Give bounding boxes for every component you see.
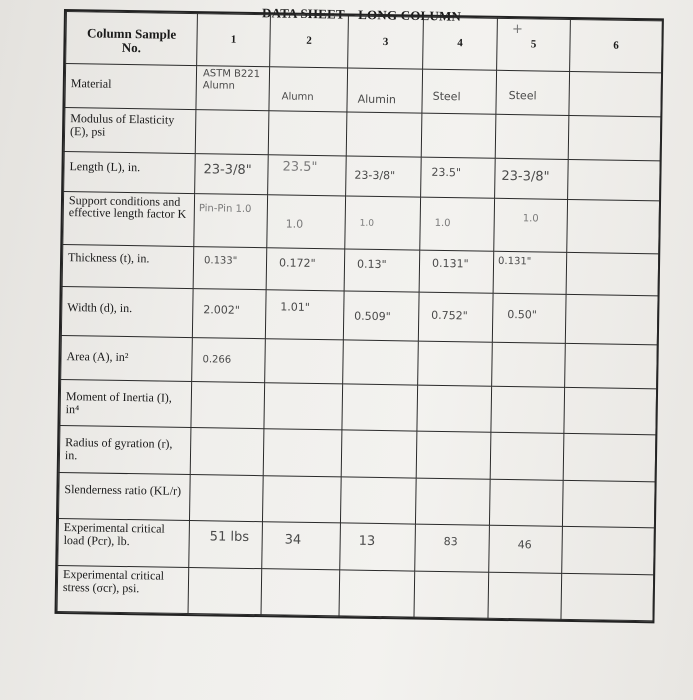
table-cell: [415, 478, 490, 526]
table-cell: [268, 111, 347, 157]
col-header-6: 6: [570, 19, 663, 72]
table-cell: [191, 382, 265, 430]
table-cell: [345, 196, 421, 250]
table-cell: [492, 293, 566, 343]
table-cell: [346, 156, 422, 197]
table-cell: [496, 70, 570, 115]
table-cell: [489, 479, 563, 527]
table-cell: [267, 195, 346, 249]
row-label: Width (d), in.: [61, 287, 193, 338]
handwritten-value: ASTM B221 Alumn: [202, 67, 261, 92]
table-cell: [339, 569, 415, 617]
row-label: Thickness (t), in.: [62, 245, 194, 289]
table-cell: [562, 527, 655, 575]
table-cell: [422, 69, 497, 114]
handwritten-value: 1.0: [285, 217, 304, 232]
handwritten-value: 23-3/8": [203, 162, 252, 179]
handwritten-value: 13: [358, 533, 376, 550]
table-cell: [268, 155, 347, 196]
table-cell: [420, 197, 495, 251]
sheet-title: DATA SHEET – LONG COLUMN: [261, 5, 462, 24]
table-cell: [265, 290, 344, 340]
handwritten-value: 0.50": [507, 308, 537, 322]
table-cell: [190, 428, 264, 476]
handwritten-value: Alumin: [357, 92, 397, 106]
table-cell: [266, 248, 345, 291]
table-cell: [415, 524, 490, 572]
handwritten-value: Steel: [508, 88, 537, 103]
table-cell: [489, 525, 563, 573]
table-cell: [195, 154, 269, 195]
handwritten-value: 23.5": [431, 166, 462, 180]
table-cell: [493, 251, 567, 294]
handwritten-value: 0.266: [202, 353, 232, 366]
handwritten-value: Steel: [432, 89, 461, 103]
corner-mark: +: [512, 22, 523, 37]
row-label: Moment of Inertia (I), in⁴: [60, 379, 192, 427]
col-header-2: 2: [270, 15, 349, 68]
table-cell: [192, 337, 266, 382]
table-cell: [495, 114, 569, 159]
table-cell: [340, 523, 416, 571]
table-cell: [414, 571, 489, 619]
col-header-5: 5: [497, 18, 571, 71]
handwritten-value: 0.131": [431, 256, 469, 271]
table-cell: [340, 477, 416, 525]
header-row: [66, 12, 663, 73]
table-cell: [567, 200, 660, 254]
row-label: Experimental critical load (Pcr), lb.: [58, 519, 190, 567]
handwritten-value: 1.01": [280, 300, 311, 315]
table-cell: [269, 66, 348, 112]
handwritten-value: 23.5": [282, 159, 318, 176]
table-cell: [494, 199, 568, 253]
table-cell: [344, 249, 420, 292]
row-label: Experimental critical stress (σcr), psi.: [57, 565, 189, 614]
handwritten-value: 0.752": [431, 308, 468, 323]
handwritten-value: 1.0: [434, 218, 451, 230]
table-row-critical-stress: [57, 565, 654, 621]
col-header-3: 3: [348, 16, 424, 69]
table-cell: [421, 157, 496, 198]
header-label: Column Sample No.: [86, 25, 177, 56]
table-cell: [342, 384, 418, 432]
table-cell: [194, 194, 268, 248]
table-cell: [417, 385, 492, 433]
handwritten-value: 1.0: [522, 213, 539, 225]
table-cell: [561, 573, 654, 621]
table-cell: [347, 68, 423, 113]
handwritten-value: Alumn: [281, 91, 314, 103]
table-cell: [265, 338, 344, 384]
table-cell: [490, 433, 564, 481]
table-cell: [189, 474, 263, 522]
table-cell: [192, 289, 266, 339]
handwritten-value: 23-3/8": [354, 168, 396, 183]
table-cell: [569, 71, 662, 117]
handwritten-value: 23-3/8": [501, 169, 550, 185]
col-header-4: 4: [423, 17, 498, 70]
row-label: Support conditions and effective length factor K: [63, 192, 195, 247]
table-cell: [261, 568, 340, 616]
handwritten-value: 51 lbs: [209, 529, 250, 546]
table-cell: [491, 386, 565, 434]
row-label: Area (A), in²: [61, 335, 193, 381]
table-cell: [568, 160, 661, 202]
table-cell: [418, 292, 493, 342]
table-cell: [341, 430, 417, 478]
handwritten-value: 2.002": [203, 303, 240, 317]
table-cell: [262, 475, 341, 523]
table-cell: [343, 340, 419, 385]
table-cell: [419, 250, 494, 293]
table-cell: [193, 247, 267, 290]
table-cell: [565, 295, 658, 345]
handwritten-value: 34: [284, 532, 302, 548]
row-label: Slenderness ratio (KL/r): [58, 472, 190, 520]
data-table: [54, 9, 663, 623]
header-label-cell: [66, 12, 198, 66]
table-cell: [416, 431, 491, 479]
handwritten-value: 0.509": [354, 309, 391, 324]
handwritten-value: 0.172": [278, 256, 316, 270]
table-cell: [565, 343, 658, 389]
row-label: Radius of gyration (r), in.: [59, 426, 191, 474]
table-row-support: [63, 192, 660, 254]
handwritten-value: 46: [517, 538, 532, 552]
table-cell: [563, 434, 656, 482]
col-header-1: 1: [197, 14, 271, 67]
table-cell: [566, 252, 659, 296]
table-cell: [495, 159, 569, 200]
row-label: Modulus of Elasticity (E), psi: [64, 107, 196, 153]
table-cell: [188, 567, 262, 615]
table-cell: [262, 522, 341, 570]
table-cell: [195, 110, 269, 155]
handwritten-value: Pin-Pin 1.0: [198, 203, 252, 216]
table-cell: [564, 387, 657, 435]
table-cell: [492, 342, 566, 387]
row-label: Length (L), in.: [64, 152, 196, 194]
handwritten-value: 1.0: [359, 218, 375, 230]
handwritten-value: 83: [443, 535, 458, 549]
table-cell: [568, 115, 661, 161]
row-label: Material: [65, 63, 197, 109]
table-cell: [264, 383, 343, 431]
table-cell: [196, 65, 270, 110]
handwritten-value: 0.13": [356, 257, 387, 272]
table-cell: [418, 341, 493, 386]
handwritten-value: 0.131": [498, 255, 532, 268]
table-cell: [263, 429, 342, 477]
table-cell: [189, 521, 263, 569]
table-cell: [488, 572, 562, 620]
table-cell: [421, 113, 496, 158]
table-cell: [346, 112, 422, 157]
table-cell: [562, 480, 655, 528]
table-cell: [343, 291, 419, 341]
handwritten-value: 0.133": [203, 255, 238, 267]
